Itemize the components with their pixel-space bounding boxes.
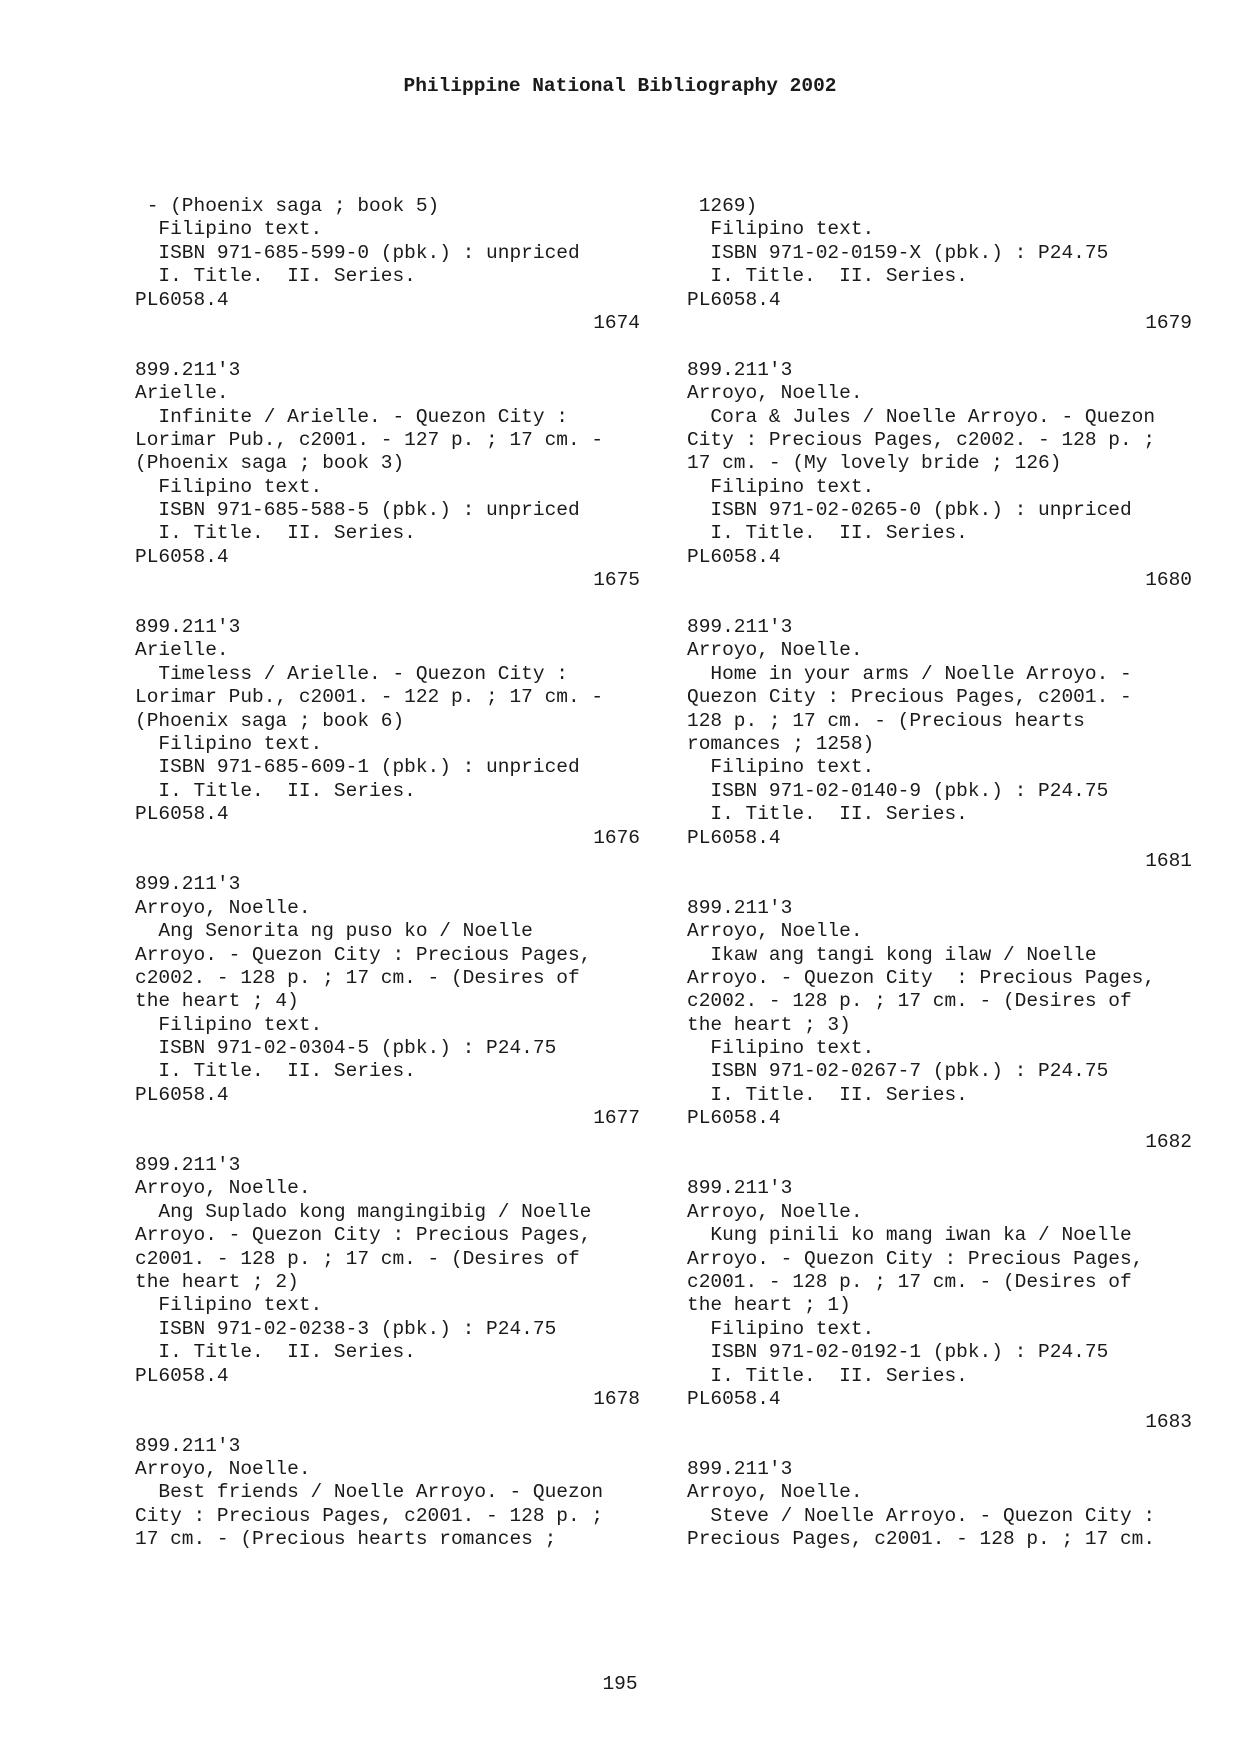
entry-line: Lorimar Pub., c2001. - 127 p. ; 17 cm. - (135, 428, 604, 451)
bibliography-entry (135, 616, 640, 850)
entry-line: Arroyo, Noelle. (135, 896, 311, 919)
entry-separator (135, 1411, 640, 1434)
entry-line: Filipino text. (135, 218, 323, 241)
entry-line: Home in your arms / Noelle Arroyo. - (687, 662, 1132, 685)
entry-line: c2002. - 128 p. ; 17 cm. - (Desires of (687, 990, 1132, 1013)
entry-line: the heart ; 4) (135, 990, 299, 1013)
entry-number: 1679 (1145, 311, 1192, 334)
entry-line: I. Title. II. Series. (135, 522, 416, 545)
entry-line: Arielle. (135, 382, 229, 405)
entry-number: 1683 (1145, 1411, 1192, 1434)
entry-line: ISBN 971-685-609-1 (pbk.) : unpriced (135, 756, 580, 779)
entry-line: Filipino text. (687, 475, 875, 498)
entry-line: Arroyo, Noelle. (135, 1458, 311, 1481)
entry-line: PL6058.4 (687, 1107, 781, 1130)
entry-line: Filipino text. (135, 732, 323, 755)
entry-line: Filipino text. (687, 1317, 875, 1340)
page-number: 195 (602, 1673, 638, 1695)
entry-line: Filipino text. (135, 1013, 323, 1036)
entry-separator (687, 873, 1192, 896)
entry-line: PL6058.4 (687, 288, 781, 311)
entry-line: ISBN 971-685-599-0 (pbk.) : unpriced (135, 241, 580, 264)
entry-line: 899.211'3 (687, 1177, 793, 1200)
entry-number: 1682 (1145, 1130, 1192, 1153)
entry-line: Infinite / Arielle. - Quezon City : (135, 405, 568, 428)
entry-line: c2001. - 128 p. ; 17 cm. - (Desires of (687, 1270, 1132, 1293)
entry-line: I. Title. II. Series. (135, 1060, 416, 1083)
entry-line: PL6058.4 (135, 803, 229, 826)
bibliography-entry (687, 195, 1192, 335)
entry-line: Lorimar Pub., c2001. - 122 p. ; 17 cm. - (135, 686, 604, 709)
entry-line: the heart ; 3) (687, 1013, 851, 1036)
entry-separator (687, 1154, 1192, 1177)
bibliography-entry (687, 359, 1192, 593)
entry-line: Precious Pages, c2001. - 128 p. ; 17 cm. (687, 1528, 1156, 1551)
entry-separator (135, 1131, 640, 1154)
entry-line: Filipino text. (687, 1037, 875, 1060)
entry-line: ISBN 971-02-0304-5 (pbk.) : P24.75 (135, 1037, 557, 1060)
entry-line: 899.211'3 (135, 1154, 241, 1177)
entry-line: the heart ; 2) (135, 1270, 299, 1293)
entry-line: 899.211'3 (135, 616, 241, 639)
entry-line: ISBN 971-02-0159-X (pbk.) : P24.75 (687, 241, 1109, 264)
entry-line: 17 cm. - (Precious hearts romances ; (135, 1528, 557, 1551)
entry-line: 899.211'3 (687, 616, 793, 639)
entry-line: ISBN 971-02-0192-1 (pbk.) : P24.75 (687, 1341, 1109, 1364)
entry-line: ISBN 971-02-0238-3 (pbk.) : P24.75 (135, 1317, 557, 1340)
page-title: Philippine National Bibliography 2002 (403, 75, 837, 97)
entry-line: Ang Suplado kong mangingibig / Noelle (135, 1200, 592, 1223)
entry-line: Arroyo. - Quezon City : Precious Pages, (135, 943, 592, 966)
entry-line: 899.211'3 (135, 873, 241, 896)
entry-separator (135, 850, 640, 873)
entry-separator (687, 1435, 1192, 1458)
entry-line: Arroyo. - Quezon City : Precious Pages, (687, 1247, 1144, 1270)
entry-line: I. Title. II. Series. (687, 522, 968, 545)
entry-line: City : Precious Pages, c2001. - 128 p. ; (135, 1504, 604, 1527)
entry-line: I. Title. II. Series. (135, 265, 416, 288)
bibliography-entry (135, 873, 640, 1130)
entry-separator (687, 335, 1192, 358)
entry-line: Ang Senorita ng puso ko / Noelle (135, 920, 533, 943)
entry-line: 899.211'3 (687, 358, 793, 381)
bibliography-entry (687, 1177, 1192, 1434)
entry-line: 899.211'3 (687, 1458, 793, 1481)
left-column (135, 195, 640, 1552)
entry-number: 1675 (593, 569, 640, 592)
entry-line: ISBN 971-02-0267-7 (pbk.) : P24.75 (687, 1060, 1109, 1083)
entry-line: Filipino text. (687, 218, 875, 241)
entry-line: Best friends / Noelle Arroyo. - Quezon (135, 1481, 604, 1504)
entry-line: PL6058.4 (687, 826, 781, 849)
entry-number: 1680 (1145, 569, 1192, 592)
entry-line: I. Title. II. Series. (687, 1364, 968, 1387)
entry-line: Cora & Jules / Noelle Arroyo. - Quezon (687, 405, 1156, 428)
entry-line: Quezon City : Precious Pages, c2001. - (687, 686, 1132, 709)
entry-line: (Phoenix saga ; book 6) (135, 709, 405, 732)
entry-line: 128 p. ; 17 cm. - (Precious hearts (687, 709, 1085, 732)
entry-line: ISBN 971-02-0140-9 (pbk.) : P24.75 (687, 779, 1109, 802)
entry-line: I. Title. II. Series. (135, 1341, 416, 1364)
entry-line: Arroyo, Noelle. (687, 1481, 863, 1504)
entry-number: 1678 (593, 1387, 640, 1410)
entry-line: City : Precious Pages, c2002. - 128 p. ; (687, 428, 1156, 451)
entry-line: Filipino text. (135, 1294, 323, 1317)
entry-separator (135, 335, 640, 358)
entry-line: I. Title. II. Series. (687, 265, 968, 288)
bibliography-entry (135, 1154, 640, 1411)
entry-line: I. Title. II. Series. (687, 803, 968, 826)
entry-line: romances ; 1258) (687, 732, 875, 755)
entry-line: Kung pinili ko mang iwan ka / Noelle (687, 1224, 1132, 1247)
entry-line: PL6058.4 (687, 1387, 781, 1410)
entry-line: ISBN 971-02-0265-0 (pbk.) : unpriced (687, 499, 1132, 522)
entry-line: PL6058.4 (135, 545, 229, 568)
entry-line: c2001. - 128 p. ; 17 cm. - (Desires of (135, 1247, 580, 1270)
entry-line: Arroyo. - Quezon City : Precious Pages, (687, 966, 1156, 989)
entry-line: Arroyo, Noelle. (687, 1200, 863, 1223)
entry-line: 899.211'3 (135, 358, 241, 381)
entry-number: 1681 (1145, 849, 1192, 872)
entry-number: 1674 (593, 311, 640, 334)
bibliography-entry (135, 195, 640, 335)
entry-line: Ikaw ang tangi kong ilaw / Noelle (687, 943, 1097, 966)
entry-line: Filipino text. (687, 756, 875, 779)
entry-line: (Phoenix saga ; book 3) (135, 452, 405, 475)
bibliography-entry (687, 616, 1192, 873)
entry-line: PL6058.4 (135, 1083, 229, 1106)
entry-line: PL6058.4 (135, 288, 229, 311)
entry-line: 899.211'3 (687, 896, 793, 919)
entry-number: 1676 (593, 826, 640, 849)
entry-line: Filipino text. (135, 475, 323, 498)
entry-line: 1269) (687, 195, 758, 217)
entry-line: Arroyo, Noelle. (687, 382, 863, 405)
bibliography-entry (135, 1435, 640, 1552)
bibliography-entry (135, 359, 640, 593)
entry-line: Arroyo, Noelle. (687, 920, 863, 943)
entry-line: ISBN 971-685-588-5 (pbk.) : unpriced (135, 499, 580, 522)
entry-line: c2002. - 128 p. ; 17 cm. - (Desires of (135, 966, 580, 989)
entry-line: Arroyo, Noelle. (687, 639, 863, 662)
entry-line: Arielle. (135, 639, 229, 662)
entry-line: I. Title. II. Series. (687, 1083, 968, 1106)
entry-number: 1677 (593, 1107, 640, 1130)
right-column (687, 195, 1192, 1552)
entry-line: Steve / Noelle Arroyo. - Quezon City : (687, 1504, 1156, 1527)
entry-line: Timeless / Arielle. - Quezon City : (135, 662, 568, 685)
entry-line: I. Title. II. Series. (135, 779, 416, 802)
entry-separator (135, 593, 640, 616)
entry-line: PL6058.4 (135, 1364, 229, 1387)
entry-line: Arroyo. - Quezon City : Precious Pages, (135, 1224, 592, 1247)
entry-line: - (Phoenix saga ; book 5) (135, 195, 440, 217)
entry-line: 17 cm. - (My lovely bride ; 126) (687, 452, 1062, 475)
bibliography-entry (687, 1458, 1192, 1552)
entry-line: the heart ; 1) (687, 1294, 851, 1317)
entry-line: PL6058.4 (687, 545, 781, 568)
entry-line: Arroyo, Noelle. (135, 1177, 311, 1200)
bibliography-entry (687, 897, 1192, 1154)
entry-separator (687, 593, 1192, 616)
entry-line: 899.211'3 (135, 1434, 241, 1457)
